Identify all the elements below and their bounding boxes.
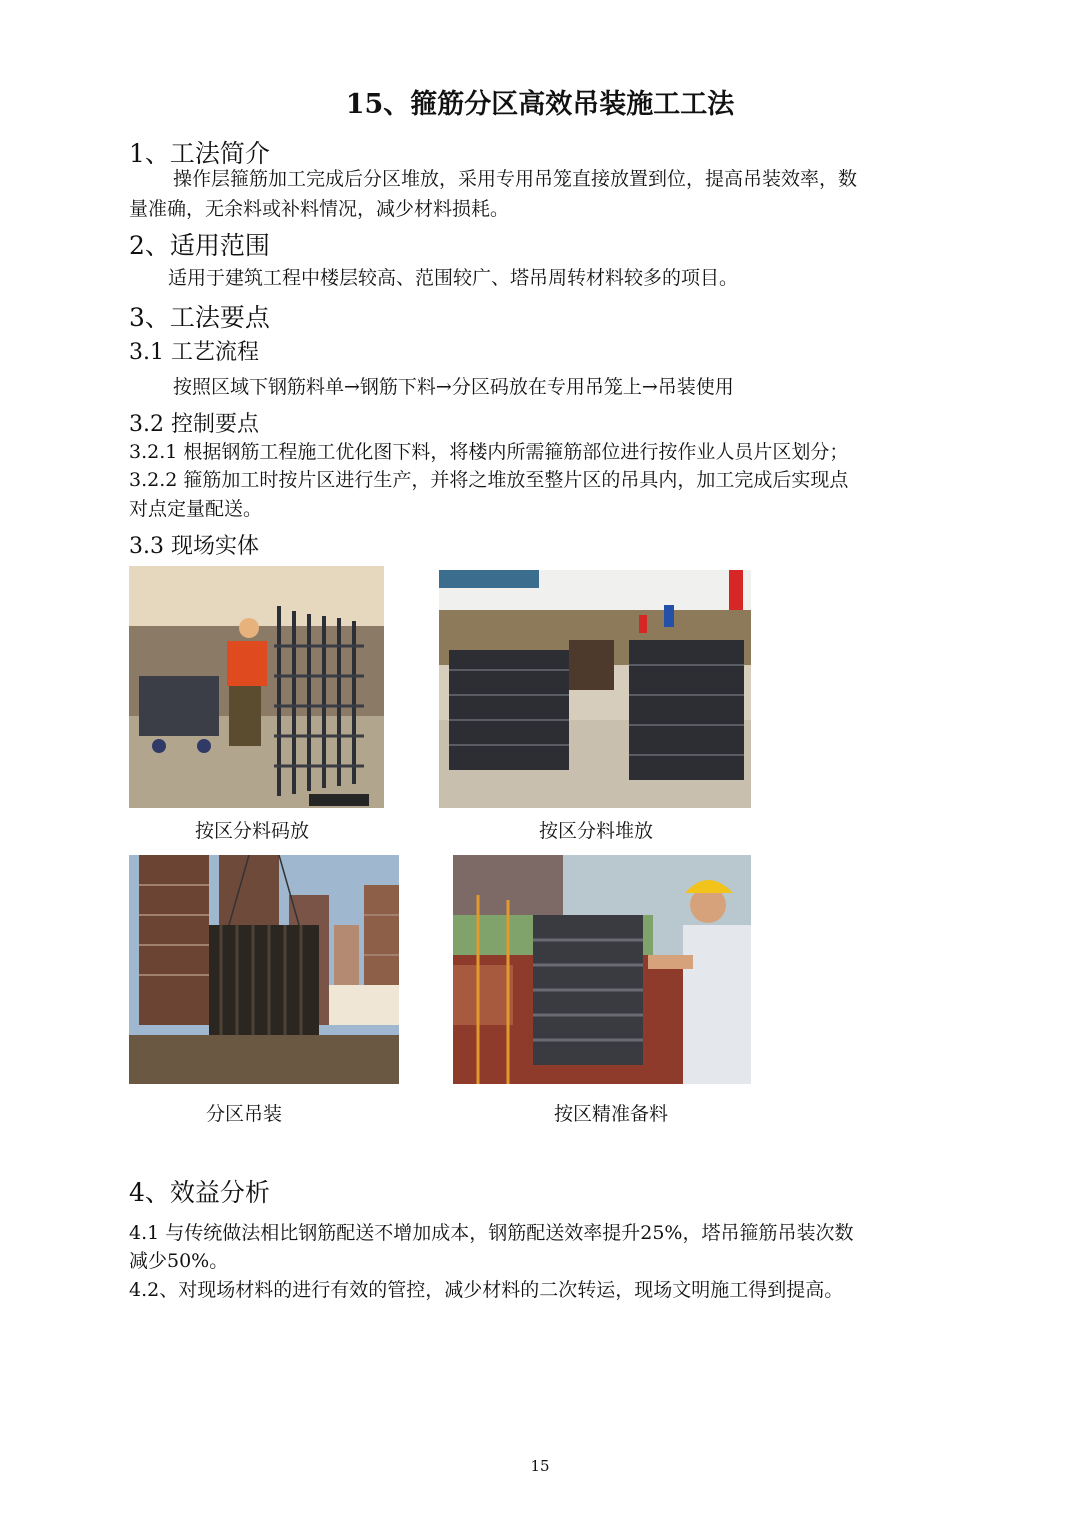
subsection-3-2-line3: 对点定量配送。	[129, 498, 263, 520]
subsection-3-2-line1: 3.2.1 根据钢筋工程施工优化图下料，将楼内所需箍筋部位进行按作业人员片区划分；	[129, 441, 849, 463]
subsection-3-1-text: 按照区域下钢筋料单→钢筋下料→分区码放在专用吊笼上→吊装使用	[173, 376, 734, 398]
photo-sorted-stacking	[129, 566, 384, 808]
page-number: 15	[530, 1457, 550, 1475]
page-title: 15、箍筋分区高效吊装施工工法	[345, 89, 735, 120]
photo-sorted-piling	[439, 570, 751, 808]
subsection-3-2-heading: 3.2 控制要点	[129, 412, 259, 437]
section-4-line3: 4.2、对现场材料的进行有效的管控，减少材料的二次转运，现场文明施工得到提高。	[129, 1279, 844, 1301]
photo-zone-lifting	[129, 855, 399, 1084]
caption-photo-3: 分区吊装	[206, 1103, 283, 1125]
photo-precise-preparation	[453, 855, 751, 1084]
subsection-3-2-line2: 3.2.2 箍筋加工时按片区进行生产，并将之堆放至整片区的吊具内，加工完成后实现点	[129, 469, 849, 491]
caption-photo-4: 按区精准备料	[554, 1103, 669, 1125]
section-4-line2: 减少50%。	[129, 1250, 229, 1272]
section-1-text-line1: 操作层箍筋加工完成后分区堆放，采用专用吊笼直接放置到位，提高吊装效率，数	[173, 168, 858, 190]
subsection-3-1-heading: 3.1 工艺流程	[129, 340, 259, 365]
section-2-text: 适用于建筑工程中楼层较高、范围较广、塔吊周转材料较多的项目。	[168, 267, 739, 289]
caption-photo-1: 按区分料码放	[195, 820, 310, 842]
section-1-heading: 1、工法简介	[129, 139, 270, 168]
caption-photo-2: 按区分料堆放	[539, 820, 654, 842]
section-4-line1: 4.1 与传统做法相比钢筋配送不增加成本，钢筋配送效率提升25%，塔吊箍筋吊装次数	[129, 1222, 854, 1244]
section-3-heading: 3、工法要点	[129, 303, 270, 332]
section-4-heading: 4、效益分析	[129, 1178, 270, 1207]
section-2-heading: 2、适用范围	[129, 231, 270, 260]
subsection-3-3-heading: 3.3 现场实体	[129, 534, 259, 559]
section-1-text-line2: 量准确，无余料或补料情况，减少材料损耗。	[129, 198, 510, 220]
